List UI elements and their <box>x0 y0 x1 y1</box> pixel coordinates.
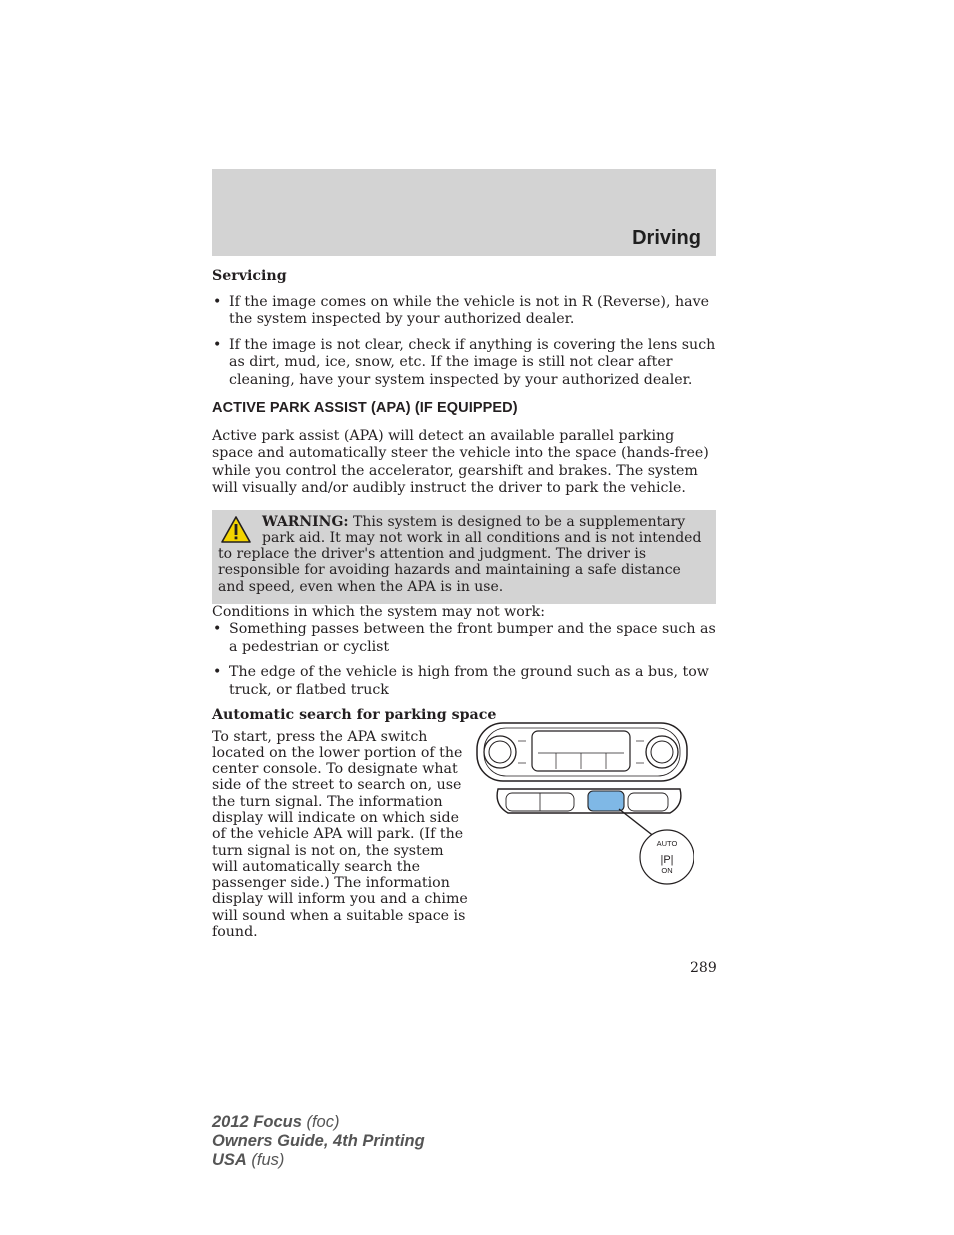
auto-search-section <box>212 728 716 941</box>
warning-text: This system is designed to be a supplementary park aid. It may not work in all conditions and is not intended to replace the driver's attention and judgment. The driver is responsible for avoiding hazards and maintaining a safe distance and speed, even when the APA is in use. <box>218 513 702 595</box>
footer <box>212 1113 425 1170</box>
list-item: • Something passes between the front bumper and the space such as a pedestrian or cyclist <box>212 621 716 656</box>
footer-line-3 <box>212 1151 425 1170</box>
apa-button-top-label: AUTO <box>656 838 678 848</box>
footer-line-1 <box>212 1113 425 1132</box>
footer-market-code: (fus) <box>246 1151 285 1169</box>
footer-market: USA <box>212 1151 247 1169</box>
list-item: • If the image is not clear, check if anything is covering the lens such as dirt, mud, ice, snow, etc. If the image is still not clear after cleaning, have your system inspected by your authorized dealer. <box>212 337 716 390</box>
conditions-list <box>212 621 716 699</box>
apa-button-symbol: |P| <box>660 853 674 866</box>
warning-label: WARNING: <box>262 513 349 530</box>
apa-heading: ACTIVE PARK ASSIST (APA) (IF EQUIPPED) <box>212 400 518 416</box>
list-item: • The edge of the vehicle is high from the ground such as a bus, tow truck, or flatbed truck <box>212 664 716 699</box>
conditions-intro: Conditions in which the system may not work: <box>212 603 546 620</box>
footer-model-code: (foc) <box>301 1113 340 1131</box>
page-number: 289 <box>690 960 717 976</box>
center-console-illustration <box>474 721 694 891</box>
section-title: Driving <box>632 227 701 249</box>
apa-button-bottom-label: ON <box>661 865 673 875</box>
servicing-title: Servicing <box>212 268 287 284</box>
auto-search-text: To start, press the APA switch located on the lower portion of the center console. To designate what side of the street to search on, use the turn signal. The information display will indicate on which side of the vehicle APA will park. (If the turn signal is not on, the system will automatically search the passenger side.) The information display will inform you and a chime will sound when a suitable space is found. <box>212 728 468 941</box>
page-content <box>212 268 716 941</box>
apa-switch-highlight <box>588 791 624 811</box>
warning-box <box>212 510 716 604</box>
footer-line-2 <box>212 1132 425 1151</box>
servicing-list <box>212 294 716 390</box>
auto-search-title: Automatic search for parking space <box>212 707 497 723</box>
footer-model: 2012 Focus <box>212 1113 302 1131</box>
list-item: • If the image comes on while the vehicle is not in R (Reverse), have the system inspected by your authorized dealer. <box>212 294 716 329</box>
footer-guide: Owners Guide, 4th Printing <box>212 1132 425 1150</box>
header-band <box>212 169 716 256</box>
apa-intro: Active park assist (APA) will detect an available parallel parking space and automatically steer the vehicle into the space (hands-free) while you control the accelerator, gearshift and brakes. The system will visually and/or audibly instruct the driver to park the vehicle. <box>212 427 709 496</box>
warning-triangle-icon <box>220 515 252 545</box>
